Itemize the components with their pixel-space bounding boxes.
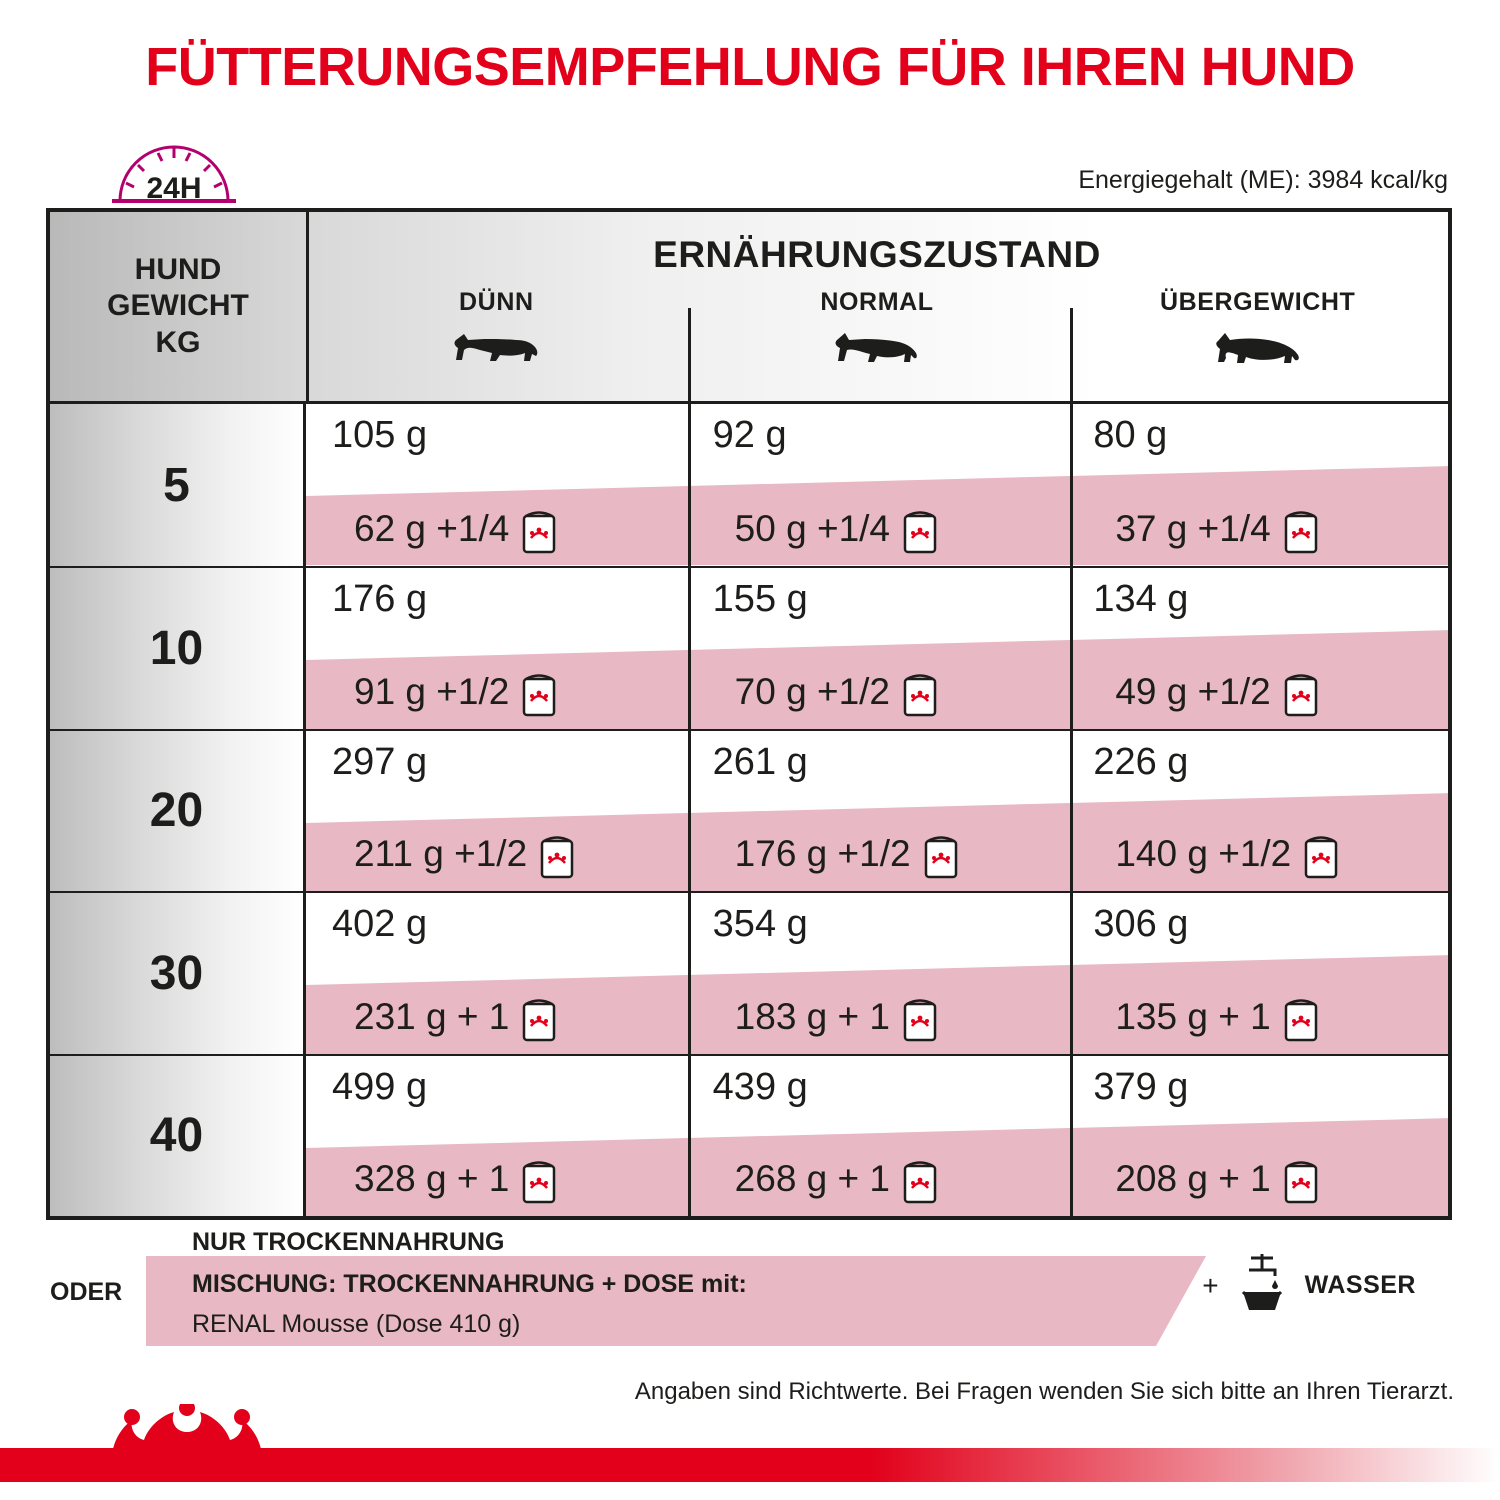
brand-bar [0,1404,1500,1500]
column-header-normal [687,276,1068,388]
can-icon [902,671,938,717]
cell-normal [687,731,1068,891]
overweight-dog-icon [1067,325,1448,371]
dry-amount: 134 g [1093,578,1189,621]
cell-overweight [1067,1056,1448,1216]
weight-header-line1: HUND [134,252,222,286]
mix-text: 70 g +1/2 [734,670,891,712]
can-icon [539,833,575,879]
table-row [306,1054,1448,1216]
can-icon [923,833,959,879]
weight-header [50,212,306,401]
mix-text: 268 g + 1 [734,1157,891,1199]
mix-amount [735,669,1054,715]
can-icon [902,996,938,1042]
header-divider-1 [306,212,309,401]
mix-text: 176 g +1/2 [734,833,911,875]
water-label: WASSER [1304,1271,1416,1299]
cell-overweight [1067,731,1448,891]
cell-thin [306,893,687,1053]
cell-normal [687,568,1068,728]
dry-amount: 354 g [712,903,808,946]
dry-amount: 105 g [332,414,428,456]
cell-thin [306,1056,687,1216]
dry-amount: 80 g [1093,414,1168,456]
cell-thin [306,404,687,566]
thin-dog-icon [306,325,687,371]
cell-overweight [1067,568,1448,728]
mix-text: 50 g +1/4 [734,508,891,550]
dry-amount: 92 g [712,414,787,456]
water-plus: + [1202,1269,1219,1301]
legend-dry-only: NUR TROCKENNAHRUNG [192,1228,505,1256]
mix-text: 208 g + 1 [1115,1157,1271,1199]
dry-amount: 261 g [712,740,808,783]
mix-text: 135 g + 1 [1115,995,1271,1037]
can-icon [1283,1158,1319,1204]
can-icon [902,1158,938,1204]
can-icon [1283,508,1319,554]
mix-text: 37 g +1/4 [1115,508,1271,550]
mix-amount [1115,669,1434,715]
cell-normal [687,893,1068,1053]
dry-amount: 297 g [332,740,428,783]
can-icon [1283,671,1319,717]
legend-product: RENAL Mousse (Dose 410 g) [192,1310,521,1338]
weight-cell: 30 [50,891,303,1053]
feeding-table [46,208,1452,1220]
column-header-overweight [1067,276,1448,388]
table-row [306,891,1448,1053]
cell-overweight [1067,893,1448,1053]
header-divider-2 [688,308,691,401]
mix-amount [354,831,673,877]
condition-header-group [306,212,1448,401]
clock-24h-icon [108,133,240,203]
table-header [50,212,1448,404]
legend [46,1222,1452,1346]
can-icon [902,508,938,554]
mix-amount [1115,506,1434,552]
disclaimer-text: Angaben sind Richtwerte. Bei Fragen wenden Sie sich bitte an Ihren Tierarzt. [634,1378,1454,1405]
dry-amount: 379 g [1093,1065,1189,1108]
mix-amount [354,669,673,715]
dry-amount: 155 g [712,578,808,621]
page-title: FÜTTERUNGSEMPFEHLUNG FÜR IHREN HUND [145,37,1355,97]
mix-amount [1115,994,1434,1040]
data-rows [306,404,1448,1216]
royal-canin-crown-logo [92,1404,282,1486]
table-row [306,404,1448,566]
mix-amount [1115,831,1434,877]
legend-oder: ODER [50,1278,123,1306]
can-icon [521,671,557,717]
weight-cell: 10 [50,566,303,728]
body-divider-2 [1070,404,1073,1216]
can-icon [521,996,557,1042]
mix-amount [735,831,1054,877]
dry-amount: 439 g [712,1065,808,1108]
dry-amount: 176 g [332,578,428,621]
mix-text: 140 g +1/2 [1115,833,1292,875]
can-icon [1303,833,1339,879]
mix-amount [1115,1156,1434,1202]
header-divider-3 [1070,308,1073,401]
dry-amount: 499 g [332,1065,428,1108]
can-icon [521,508,557,554]
cell-thin [306,568,687,728]
water-legend [1202,1250,1416,1321]
table-body [50,404,1448,1216]
mix-text: 183 g + 1 [734,995,891,1037]
column-label-normal: NORMAL [820,288,934,316]
mix-amount [354,994,673,1040]
weight-cell: 5 [163,458,190,512]
column-header-thin [306,276,687,388]
mix-text: 49 g +1/2 [1115,670,1271,712]
mix-amount [735,1156,1054,1202]
normal-dog-icon [687,325,1068,371]
dry-amount: 226 g [1093,740,1189,783]
can-icon [521,1158,557,1204]
can-icon [1283,996,1319,1042]
mix-text: 62 g +1/4 [354,508,510,550]
mix-text: 91 g +1/2 [354,670,510,712]
mix-text: 328 g + 1 [354,1157,510,1199]
column-label-overweight: ÜBERGEWICHT [1159,288,1356,316]
badge-label: 24H [146,172,202,203]
dry-amount: 306 g [1093,903,1189,946]
body-divider-1 [688,404,691,1216]
column-label-thin: DÜNN [459,288,534,316]
mix-amount [735,506,1054,552]
table-row [306,729,1448,891]
mix-amount [354,1156,673,1202]
condition-header-title: ERNÄHRUNGSZUSTAND [653,234,1101,275]
mix-text: 211 g +1/2 [354,833,528,875]
weight-cell: 20 [50,729,303,891]
weight-header-line2: GEWICHT [107,289,249,323]
cell-normal [687,404,1068,566]
mix-amount [735,994,1054,1040]
weight-column [50,404,306,1216]
energy-content: Energiegehalt (ME): 3984 kcal/kg [1078,166,1448,194]
weight-header-line3: KG [155,325,201,359]
cell-normal [687,1056,1068,1216]
dry-amount: 402 g [332,903,428,946]
legend-mix: MISCHUNG: TROCKENNAHRUNG + DOSE mit: [192,1270,747,1298]
cell-overweight [1067,404,1448,566]
cell-thin [306,731,687,891]
mix-text: 231 g + 1 [354,995,510,1037]
table-row [306,566,1448,728]
water-tap-icon [1231,1250,1293,1321]
weight-cell: 40 [50,1054,303,1216]
mix-amount [354,506,673,552]
